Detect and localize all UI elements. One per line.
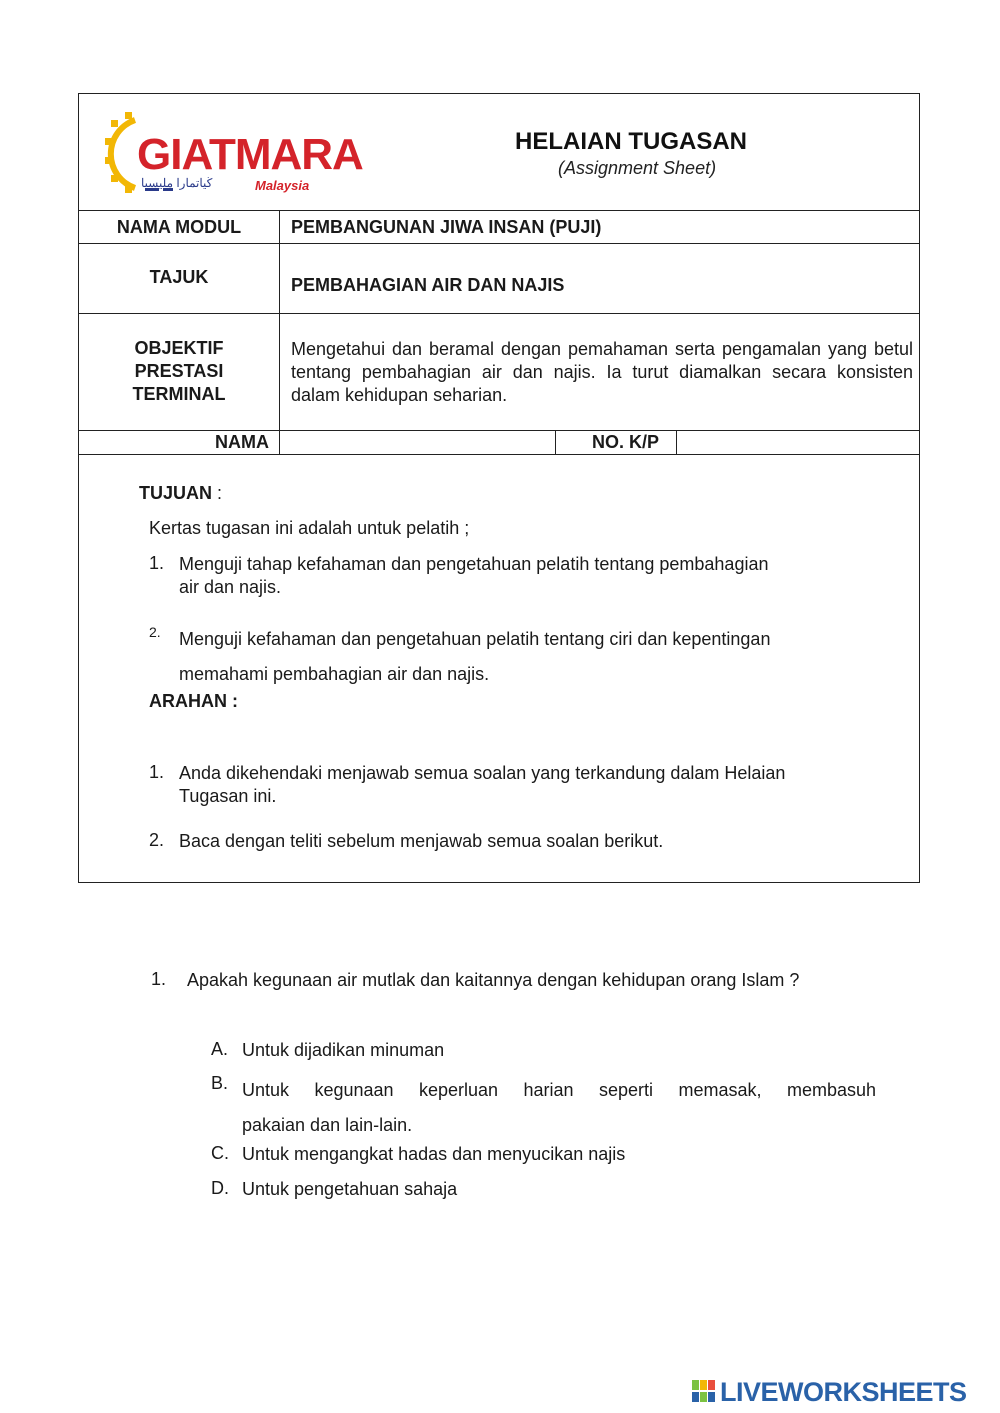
module-label: NAMA MODUL (116, 217, 242, 237)
logo-arabic-text: ڬياتمارا مليسيا (141, 176, 213, 190)
option-letter: C. (211, 1143, 229, 1163)
option-letter: B. (211, 1073, 229, 1093)
question-number: 1. (151, 969, 167, 989)
instruction-item: Baca dengan teliti sebelum menjawab semua soalan berikut. (179, 831, 664, 851)
option-letter: D. (211, 1178, 229, 1198)
module-row (79, 211, 919, 244)
objective-row (79, 314, 919, 431)
purpose-heading: TUJUAN : (139, 483, 223, 503)
assignment-sheet (78, 93, 920, 883)
objective-label: OBJEKTIF PRESTASI TERMINAL (132, 338, 226, 404)
module-value: PEMBANGUNAN JIWA INSAN (PUJI) (291, 217, 602, 237)
option-letter: A. (211, 1039, 229, 1059)
question-text: Apakah kegunaan air mutlak dan kaitannya dengan kehidupan orang Islam ? (187, 970, 800, 990)
option-c[interactable]: Untuk mengangkat hadas dan menyucikan najis (242, 1144, 626, 1164)
liveworksheets-wordmark: LIVEWORKSHEETS (720, 1377, 967, 1407)
instruction-number: 1. (149, 762, 165, 782)
instruction-item: Anda dikehendaki menjawab semua soalan yang terkandung dalam Helaian Tugasan ini. (179, 763, 786, 806)
option-d[interactable]: Untuk pengetahuan sahaja (242, 1179, 458, 1199)
topic-label: TAJUK (149, 267, 209, 287)
name-row (79, 431, 919, 455)
name-label: NAMA (215, 432, 269, 452)
purpose-intro: Kertas tugasan ini adalah untuk pelatih ; (149, 518, 470, 538)
page-title: HELAIAN TUGASAN (515, 128, 747, 155)
topic-row (79, 244, 919, 314)
purpose-item-number: 1. (149, 553, 165, 573)
liveworksheets-logo[interactable] (692, 1377, 992, 1405)
purpose-item: Menguji kefahaman dan pengetahuan pelatih tentang ciri dan kepentingan memahami pembahagian air dan najis. (179, 629, 771, 684)
purpose-item-number: 2. (149, 624, 161, 640)
liveworksheets-icon (692, 1380, 716, 1402)
instructions-heading: ARAHAN : (149, 691, 238, 711)
objective-value: Mengetahui dan beramal dengan pemahaman serta pengamalan yang betul tentang pembahagian air dan najis. Ia turut diamalkan secara konsisten dalam kehidupan seharian. (291, 339, 913, 405)
giatmara-logo (105, 112, 363, 196)
instruction-number: 2. (149, 830, 165, 850)
logo-wordmark: GIATMARA (137, 130, 363, 179)
option-a[interactable]: Untuk dijadikan minuman (242, 1040, 445, 1060)
ic-number-label: NO. K/P (592, 432, 660, 452)
page-subtitle: (Assignment Sheet) (558, 158, 717, 178)
name-field[interactable] (281, 431, 553, 453)
header-row (79, 94, 919, 211)
topic-value: PEMBAHAGIAN AIR DAN NAJIS (291, 275, 565, 295)
logo-country: Malaysia (255, 178, 310, 193)
option-b[interactable]: Untuk kegunaan keperluan harian seperti memasak, membasuh pakaian dan lain-lain. (242, 1080, 876, 1135)
purpose-item: Menguji tahap kefahaman dan pengetahuan pelatih tentang pembahagian air dan najis. (179, 554, 769, 597)
ic-number-field[interactable] (678, 431, 918, 453)
